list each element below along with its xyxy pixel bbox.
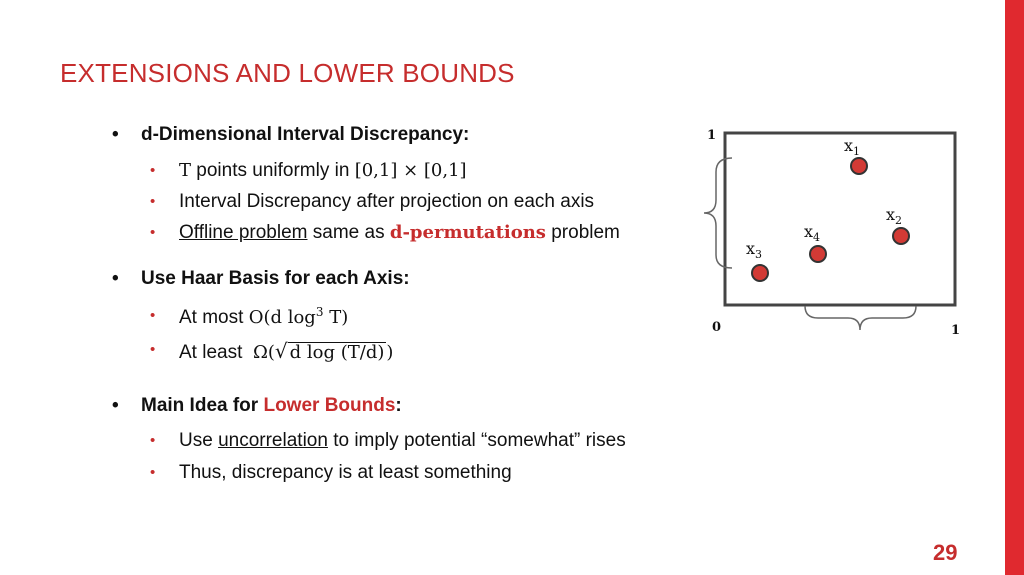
- point-x4: [810, 246, 826, 262]
- bullet-dot: •: [150, 162, 156, 179]
- bullet-dot: •: [150, 464, 156, 481]
- text-fragment: points uniformly in: [191, 160, 355, 181]
- point-x3: [752, 265, 768, 281]
- math-unit-square: [0,1] × [0,1]: [354, 160, 467, 181]
- d-permutations-highlight: d-permutations: [389, 222, 546, 243]
- point-x2: [893, 228, 909, 244]
- bullet-dot: •: [150, 432, 156, 449]
- math-upper-bound: O(d $\log^3 T$): [248, 305, 349, 328]
- bullet-text: Use Haar Basis for each Axis:: [141, 268, 410, 289]
- bullet-dot: •: [150, 224, 156, 241]
- point-label-x4: $x_4$: [804, 222, 821, 244]
- point-label-x2: $x_2$: [886, 205, 903, 227]
- text-fragment: At most: [179, 307, 249, 328]
- text-fragment: At least: [179, 342, 248, 363]
- text-fragment: :: [395, 395, 402, 416]
- math-lower-bound: Ω(√ d log (T/d) ): [252, 339, 394, 363]
- uncorrelation-underlined: uncorrelation: [218, 430, 328, 451]
- offline-problem-underlined: Offline problem: [179, 222, 308, 243]
- y-interval-brace: [704, 158, 732, 268]
- bullet-text: Interval Discrepancy after projection on each axis: [179, 191, 595, 212]
- bullet-dot: •: [150, 193, 156, 210]
- lower-bounds-highlight: Lower Bounds: [263, 395, 396, 416]
- bullet-text: Thus, discrepancy is at least something: [179, 462, 512, 483]
- text-fragment: same as: [307, 222, 390, 243]
- x-right-label: 1: [951, 323, 961, 338]
- bullet-dot: •: [150, 341, 156, 358]
- bullet-dot: •: [112, 268, 119, 289]
- page-number: 29: [933, 540, 958, 565]
- text-fragment: problem: [545, 222, 620, 243]
- point-x1: [851, 158, 867, 174]
- x-interval-brace: [805, 306, 916, 330]
- origin-label: 0: [712, 320, 722, 335]
- math-T: T: [179, 160, 192, 181]
- point-label-x3: $x_3$: [746, 239, 763, 261]
- bullet-dot: •: [150, 307, 156, 324]
- bullet-text: d-Dimensional Interval Discrepancy:: [141, 124, 470, 145]
- text-fragment: Main Idea for: [141, 395, 264, 416]
- text-fragment: to imply potential “somewhat” rises: [327, 430, 626, 451]
- text-fragment: Use: [179, 430, 219, 451]
- slide-title: EXTENSIONS AND LOWER BOUNDS: [60, 58, 515, 88]
- point-label-x1: $x_1$: [844, 136, 861, 158]
- bullet-dot: •: [112, 124, 119, 145]
- y-top-label: 1: [707, 128, 717, 143]
- bullet-dot: •: [112, 395, 119, 416]
